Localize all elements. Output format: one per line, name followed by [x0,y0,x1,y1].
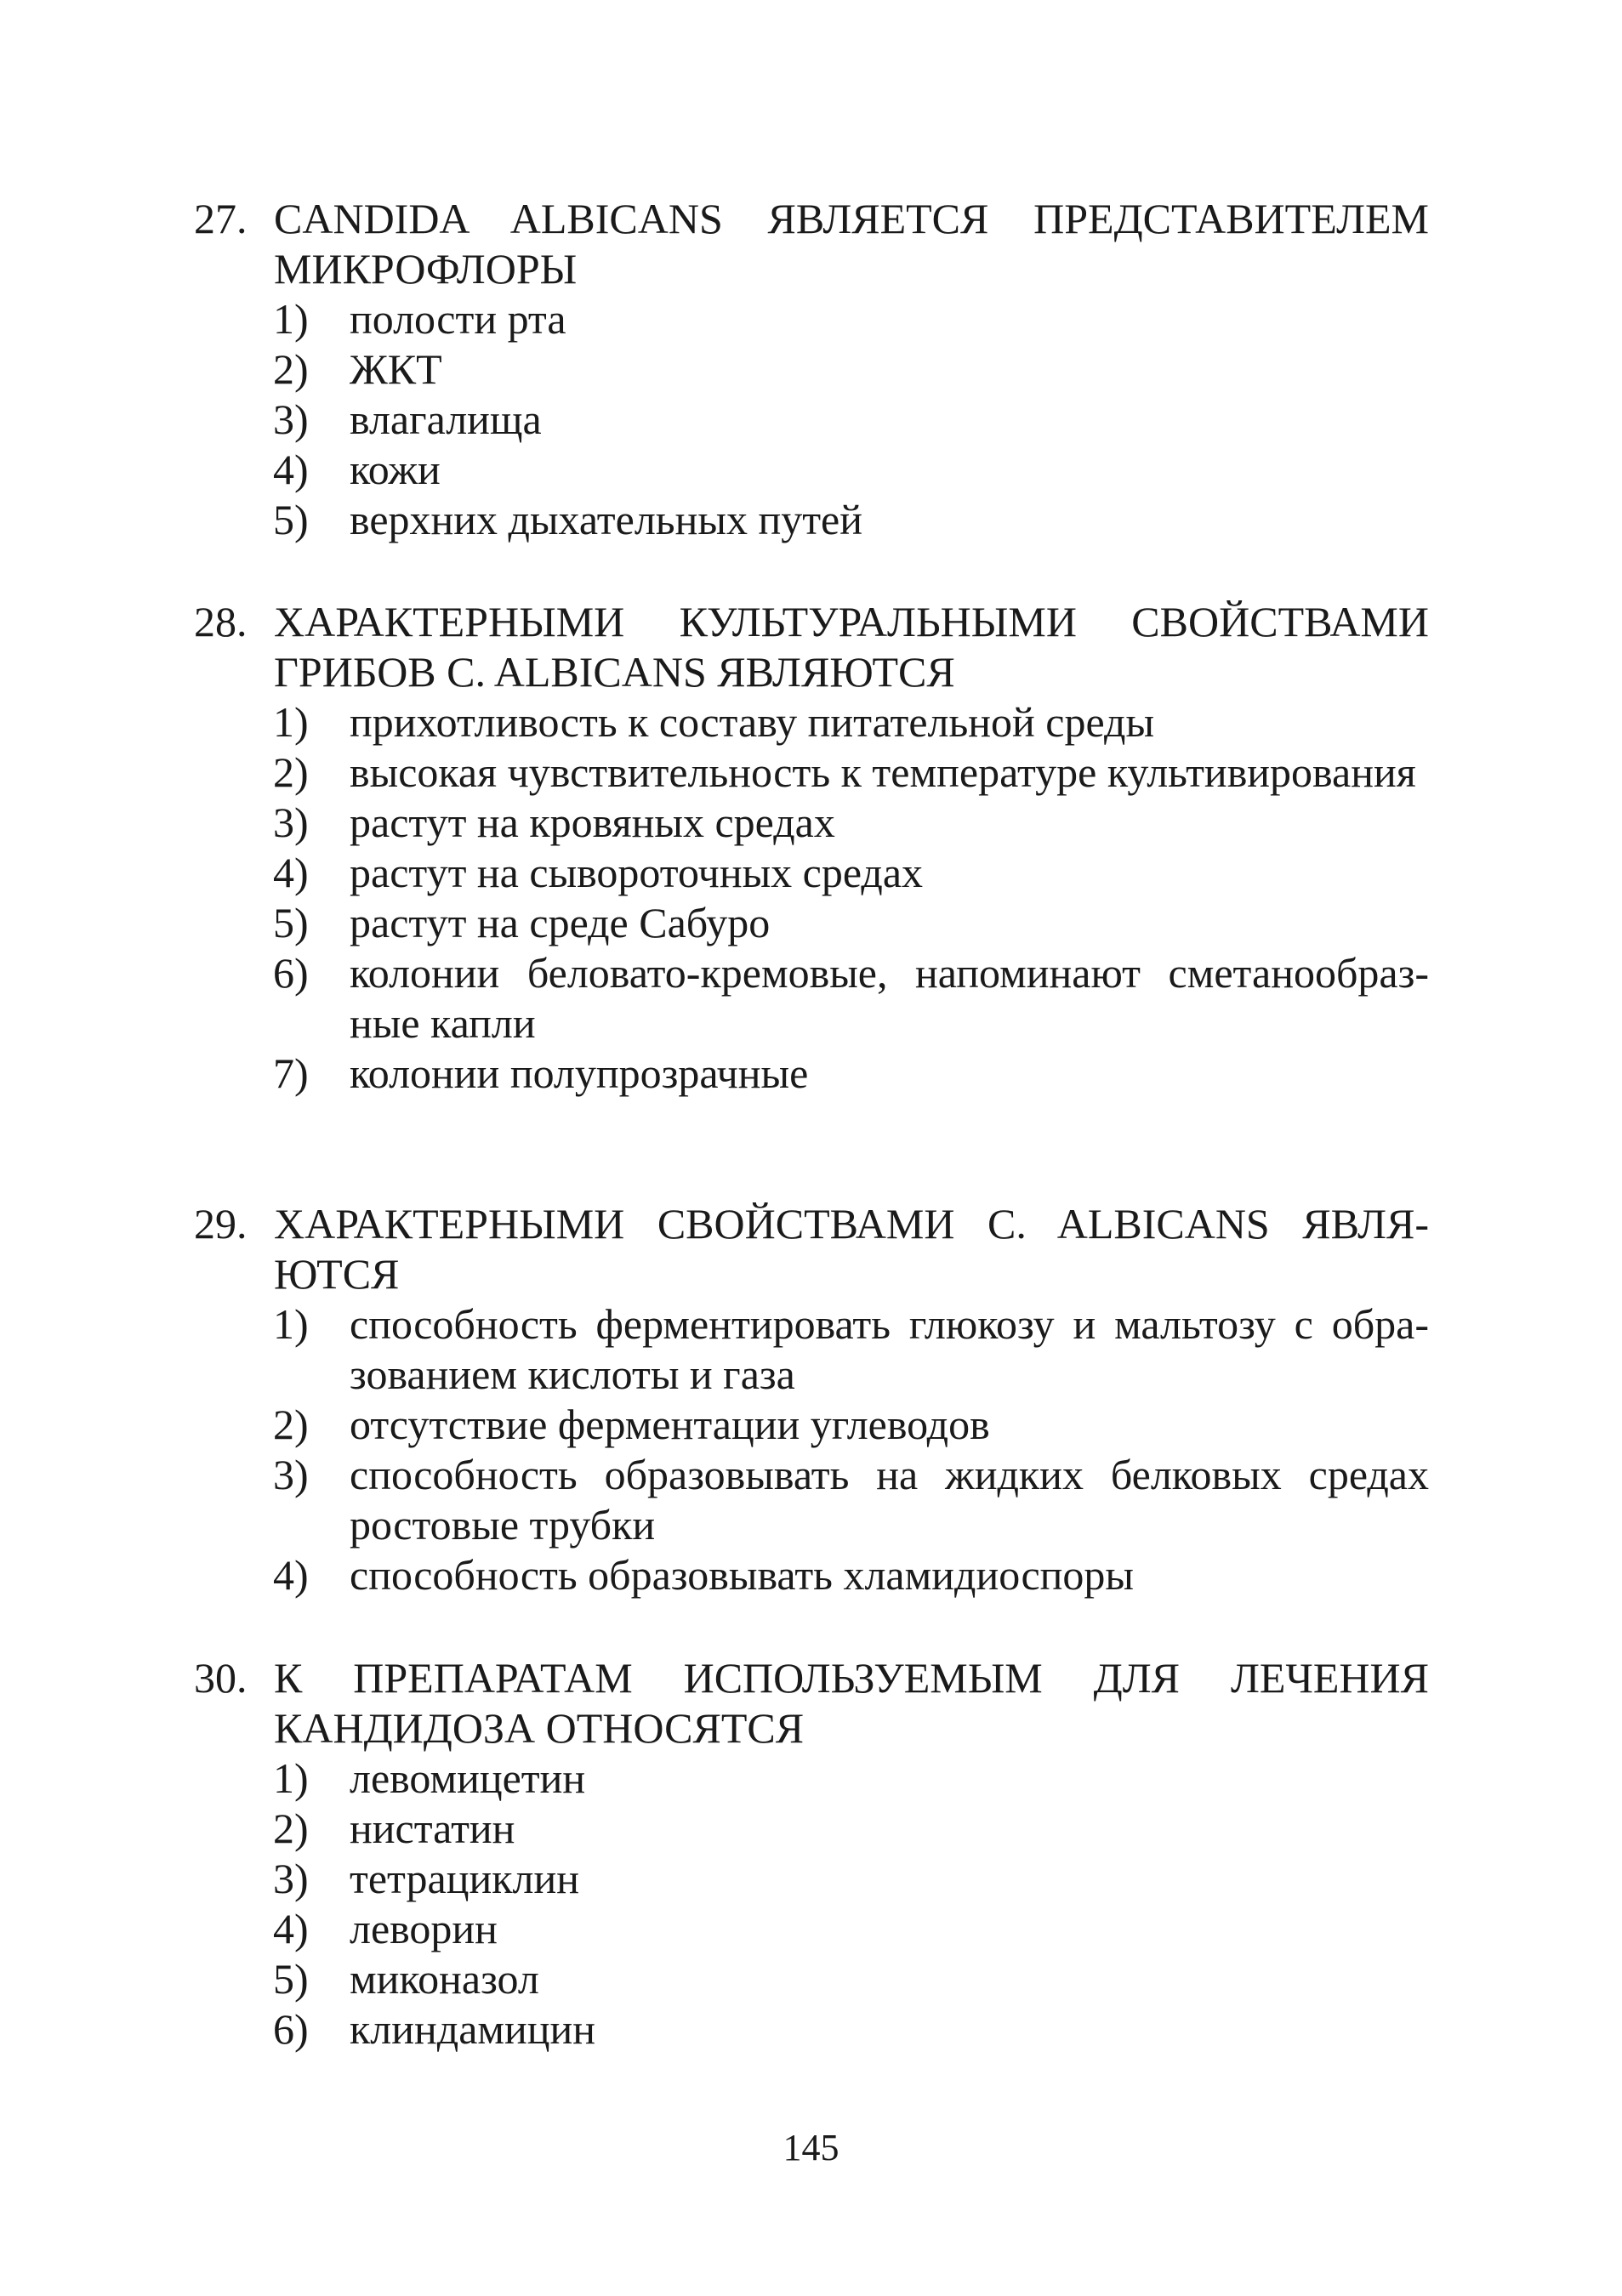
option-text: прихотливость к составу питательной среды [350,698,1155,746]
option-text: кожи [350,446,441,493]
answer-option [194,495,1429,545]
question-30 [194,1653,1429,2054]
question-text: ХАРАКТЕРНЫМИ СВОЙСТВАМИ C. ALBICANS ЯВЛЯЮТСЯ [274,1200,1429,1298]
option-text: нистатин [350,1804,515,1852]
option-number: 6) [273,2005,309,2053]
answer-option [194,948,1429,1049]
answer-option [194,1049,1429,1099]
answer-option [194,294,1429,344]
question-29 [194,1199,1429,1600]
option-text: колонии беловато-кремовые, напоминают сметанообразные капли [350,949,1429,1047]
question-text: CANDIDA ALBICANS ЯВЛЯЕТСЯ ПРЕДСТАВИТЕЛЕМ МИКРОФЛОРЫ [274,195,1429,293]
question-number: 30. [194,1654,248,1702]
question-heading [194,194,1429,294]
question-27 [194,194,1429,545]
option-number: 6) [273,949,309,997]
option-text: колонии полупрозрачные [350,1049,809,1097]
page-number: 145 [783,2127,839,2168]
option-number: 1) [273,698,309,746]
question-number: 27. [194,195,248,242]
question-28 [194,597,1429,1099]
option-text: миконазол [350,1955,539,2003]
option-number: 2) [273,1401,309,1448]
option-text: полости рта [350,295,566,343]
answer-option [194,344,1429,395]
question-number: 28. [194,598,248,645]
option-number: 4) [273,1905,309,1952]
question-heading [194,597,1429,697]
answer-option [194,1450,1429,1550]
option-number: 3) [273,1855,309,1902]
option-number: 3) [273,798,309,846]
answer-options [194,1299,1429,1600]
question-text: К ПРЕПАРАТАМ ИСПОЛЬЗУЕМЫМ ДЛЯ ЛЕЧЕНИЯ КАНДИДОЗА ОТНОСЯТСЯ [274,1654,1429,1752]
question-text: ХАРАКТЕРНЫМИ КУЛЬТУРАЛЬНЫМИ СВОЙСТВАМИ ГРИБОВ C. ALBICANS ЯВЛЯЮТСЯ [274,598,1429,696]
option-text: отсутствие ферментации углеводов [350,1401,990,1448]
answer-option [194,1804,1429,1854]
question-number: 29. [194,1200,248,1247]
answer-option [194,395,1429,445]
option-text: растут на сывороточных средах [350,849,924,896]
answer-option [194,2004,1429,2054]
option-text: тетрациклин [350,1855,579,1902]
option-text: растут на кровяных средах [350,798,835,846]
option-text: растут на среде Сабуро [350,899,771,946]
option-number: 1) [273,1300,309,1348]
option-number: 3) [273,1451,309,1498]
option-text: ЖКТ [350,345,442,393]
answer-option [194,747,1429,798]
option-number: 2) [273,1804,309,1852]
option-number: 2) [273,345,309,393]
answer-option [194,1753,1429,1804]
option-number: 4) [273,1551,309,1599]
option-number: 1) [273,295,309,343]
answer-options [194,697,1429,1099]
answer-option [194,697,1429,747]
answer-option [194,1550,1429,1600]
option-text: клиндамицин [350,2005,596,2053]
answer-option [194,848,1429,898]
option-number: 4) [273,446,309,493]
answer-options [194,294,1429,545]
option-number: 2) [273,748,309,796]
question-heading [194,1653,1429,1753]
answer-option [194,445,1429,495]
option-number: 3) [273,395,309,443]
answer-option [194,1904,1429,1954]
option-text: леворин [350,1905,498,1952]
option-number: 7) [273,1049,309,1097]
option-text: способность ферментировать глюкозу и мальтозу с образованием кислоты и газа [350,1300,1429,1398]
option-text: способность образовывать хламидиоспоры [350,1551,1134,1599]
option-text: влагалища [350,395,542,443]
answer-options [194,1753,1429,2054]
option-text: верхних дыхательных путей [350,496,863,543]
option-number: 5) [273,899,309,946]
option-text: способность образовывать на жидких белковых средах ростовые трубки [350,1451,1429,1549]
option-number: 5) [273,496,309,543]
answer-option [194,1400,1429,1450]
answer-option [194,1299,1429,1400]
option-number: 1) [273,1754,309,1802]
option-text: высокая чувствительность к температуре культивирования [350,748,1416,796]
answer-option [194,798,1429,848]
question-heading [194,1199,1429,1299]
answer-option [194,898,1429,948]
option-text: левомицетин [350,1754,586,1802]
answer-option [194,1954,1429,2004]
option-number: 5) [273,1955,309,2003]
option-number: 4) [273,849,309,896]
answer-option [194,1854,1429,1904]
